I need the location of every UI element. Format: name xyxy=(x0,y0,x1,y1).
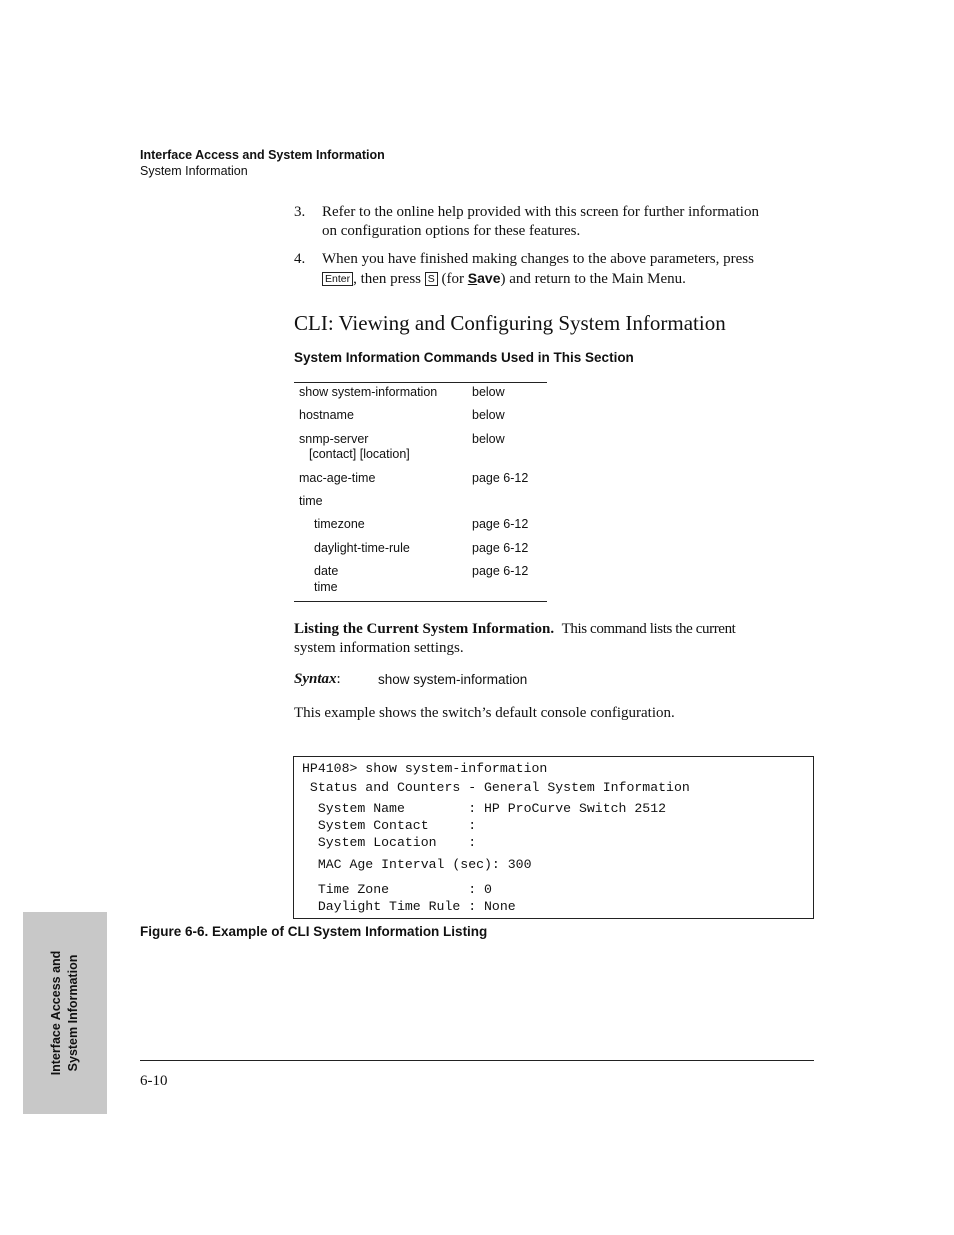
command-name: mac-age-time xyxy=(299,471,376,485)
page-number: 6-10 xyxy=(140,1073,168,1089)
step-number: 4. xyxy=(294,251,306,267)
commands-table xyxy=(294,382,547,602)
step-number: 3. xyxy=(294,204,306,220)
command-page: page 6-12 xyxy=(472,517,529,531)
command-name: hostname xyxy=(299,408,354,422)
screen-line: HP4108> show system-information xyxy=(302,761,548,776)
command-name: show system-information xyxy=(299,385,438,399)
screen-line: Daylight Time Rule : None xyxy=(302,899,516,914)
footer-rule xyxy=(140,1060,814,1061)
screen-line: Status and Counters - General System Information xyxy=(302,780,690,795)
screen-line: System Contact : xyxy=(302,818,477,833)
step-text-line: on configuration options for these features. xyxy=(322,223,581,239)
command-name: time xyxy=(299,494,323,508)
cli-screen xyxy=(293,756,814,919)
command-name: daylight-time-rule xyxy=(314,541,410,555)
command-page: page 6-12 xyxy=(472,471,529,485)
syntax-label: Syntax: xyxy=(294,671,341,687)
command-page: below xyxy=(472,408,505,422)
command-name-2: time xyxy=(314,580,338,594)
section-title: CLI: Viewing and Configuring System Information xyxy=(294,311,726,335)
command-page: page 6-12 xyxy=(472,541,529,555)
listing-paragraph: Listing the Current System Information. This command lists the current system information settings. xyxy=(294,621,736,656)
step-4 xyxy=(294,250,814,289)
side-tab-label: Interface Access and System Information xyxy=(49,950,80,1076)
command-page: below xyxy=(472,432,505,446)
screen-line: System Name : HP ProCurve Switch 2512 xyxy=(302,801,667,816)
command-args: [contact] [location] xyxy=(309,447,410,461)
running-header-subtitle: System Information xyxy=(140,164,248,178)
command-name: date xyxy=(314,564,339,578)
command-name: snmp-server xyxy=(299,432,369,446)
example-text: This example shows the switch’s default console configuration. xyxy=(294,705,675,721)
figure-caption: Figure 6-6. Example of CLI System Information Listing xyxy=(140,924,488,939)
screen-line: MAC Age Interval (sec): 300 xyxy=(302,857,532,872)
step-text-line-2: Enter , then press S (for Save) and return to the Main Menu. xyxy=(322,269,814,289)
command-page: below xyxy=(472,385,505,399)
step-text-line: When you have finished making changes to the above parameters, press xyxy=(322,251,754,267)
enter-key-icon: Enter xyxy=(322,272,353,286)
screen-line: System Location : xyxy=(302,835,477,850)
syntax-command: show system-information xyxy=(378,672,528,687)
step-3 xyxy=(294,203,814,241)
screen-line: Time Zone : 0 xyxy=(302,882,492,897)
run-in-heading: Listing the Current System Information. xyxy=(294,621,555,637)
command-name: timezone xyxy=(314,517,365,531)
step-text-line: Refer to the online help provided with this screen for further information xyxy=(322,204,759,220)
command-page: page 6-12 xyxy=(472,564,529,578)
commands-heading: System Information Commands Used in This Section xyxy=(294,350,634,365)
running-header-title: Interface Access and System Information xyxy=(140,148,385,162)
s-key-icon: S xyxy=(425,272,438,286)
side-tab xyxy=(23,912,107,1114)
save-command-label: Save xyxy=(467,270,501,286)
